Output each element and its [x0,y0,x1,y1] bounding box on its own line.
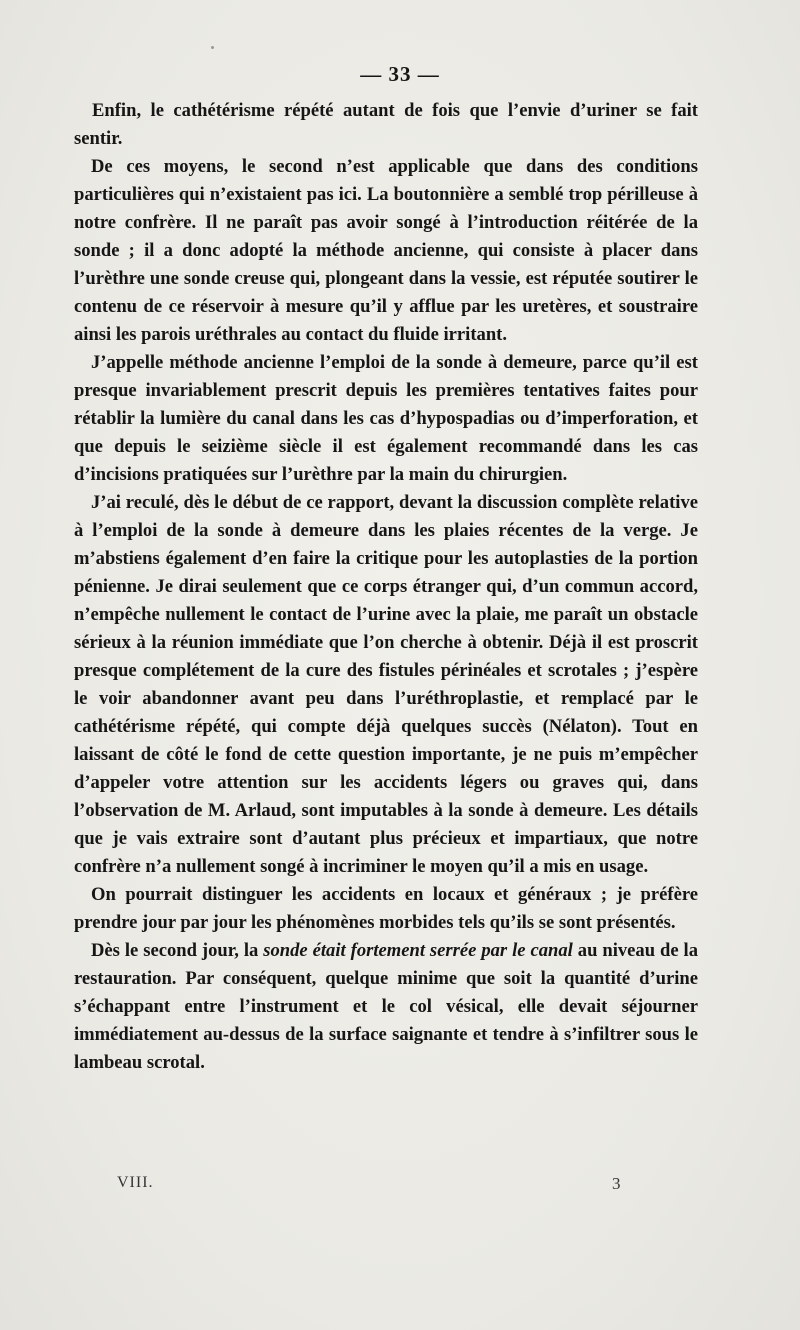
paragraph-6-end: au niveau de la restauration. Par conséquent, quelque minime que soit la quantité d’urine s’échappant entre l’instrument et le col vésical, elle devait séjourner immédiatement au-dessus de la surface saignante et tendre à s’infiltrer sous le lambeau scrotal. [74,940,699,1073]
paragraph-6-start: Dès le second jour, la [91,940,264,961]
paragraph-6 [74,937,698,1077]
paragraph-1: Enfin, le cathétérisme répété autant de fois que l’envie d’uriner se fait sentir. [74,100,698,149]
paragraph-6-emphasis: sonde était fortement serrée par le canal [263,940,573,961]
paragraph-3: J’appelle méthode ancienne l’emploi de la sonde à demeure, parce qu’il est presque invariablement prescrit depuis les premières tentatives faites pour rétablir la lumière du canal dans les cas d’hypospadias ou d’imperforation, et que depuis le seizième siècle il est également recommandé dans les cas d’incisions pratiquées sur l’urèthre par la main du chirurgien. [74,352,698,485]
page-number: — 33 — [360,62,440,86]
paper-speck [211,46,214,49]
text-body [74,97,698,1077]
folio-number: 3 [612,1174,621,1193]
paragraph-5: On pourrait distinguer les accidents en locaux et généraux ; je préfère prendre jour par jour les phénomènes morbides tels qu’ils se sont présentés. [74,884,698,933]
paragraph-2: De ces moyens, le second n’est applicable que dans des conditions particulières qui n’existaient pas ici. La boutonnière a semblé trop périlleuse à notre confrère. Il ne paraît pas avoir songé à l’introduction réitérée de la sonde ; il a donc adopté la méthode ancienne, qui consiste à placer dans l’urèthre une sonde creuse qui, plongeant dans la vessie, est réputée soutirer le contenu de ce réservoir à mesure qu’il y afflue par les uretères, et soustraire ainsi les parois uréthrales au contact du fluide irritant. [74,156,698,345]
paragraph-4: J’ai reculé, dès le début de ce rapport, devant la discussion complète relative à l’emploi de la sonde à demeure dans les plaies récentes de la verge. Je m’abstiens également d’en faire la critique pour les autoplasties de la portion pénienne. Je dirai seulement que ce corps étranger qui, d’un commun accord, n’empêche nullement le contact de l’urine avec la plaie, me paraît un obstacle sérieux à la réunion immédiate que l’on cherche à obtenir. Déjà il est proscrit presque complétement de la cure des fistules périnéales et scrotales ; j’espère le voir abandonner avant peu dans l’uréthroplastie, et remplacé par le cathétérisme répété, qui compte déjà quelques succès (Nélaton). Tout en laissant de côté le fond de cette question importante, je ne puis m’empêcher d’appeler votre attention sur les accidents légers ou graves qui, dans l’observation de M. Arlaud, sont imputables à la sonde à demeure. Les détails que je vais extraire sont d’autant plus précieux et impartiaux, que notre confrère n’a nullement songé à incriminer le moyen qu’il a mis en usage. [74,492,698,877]
signature-mark: VIII. [117,1174,154,1191]
